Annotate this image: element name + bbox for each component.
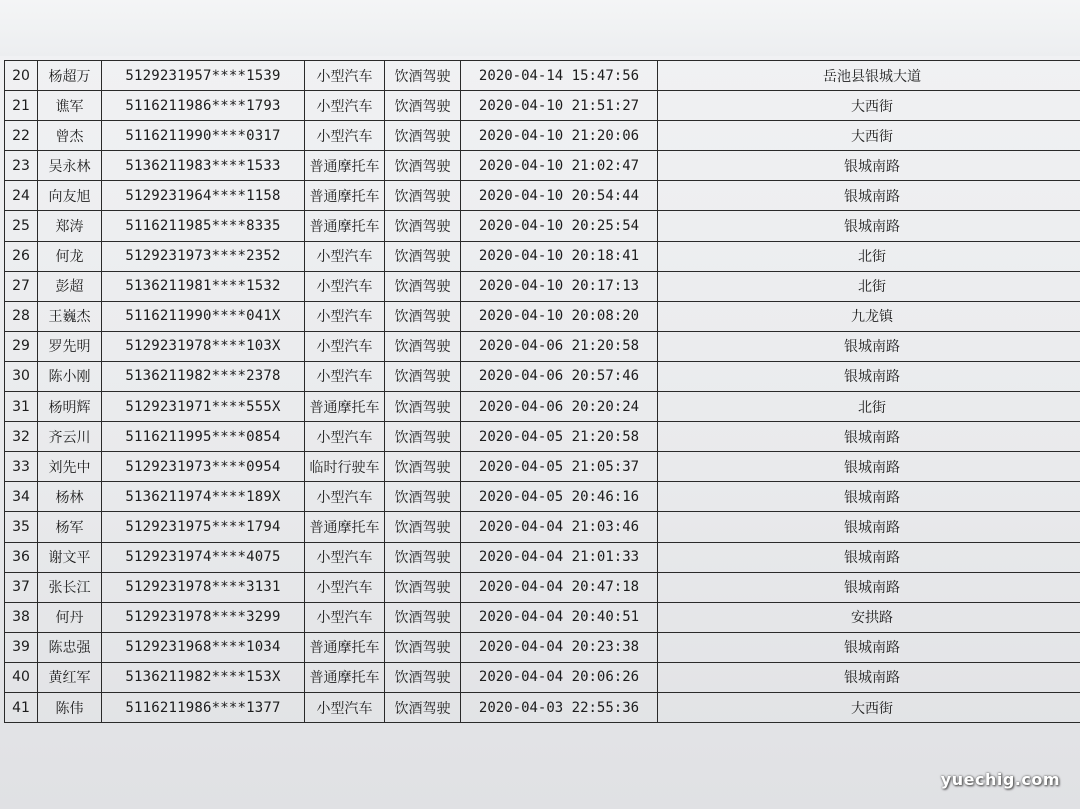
time-cell: 2020-04-04 20:47:18 [461,572,658,602]
time-cell: 2020-04-10 21:51:27 [461,91,658,121]
name-cell: 陈伟 [38,692,102,722]
location-cell: 银城南路 [658,572,1080,602]
table-row [5,422,1080,452]
name-cell: 谯军 [38,91,102,121]
row-number-cell: 31 [5,392,38,422]
vehicle-type-cell: 小型汽车 [305,572,385,602]
vehicle-type-cell: 普通摩托车 [305,151,385,181]
location-cell: 北街 [658,271,1080,301]
id-number-cell: 5129231973****0954 [102,452,305,482]
violation-cell: 饮酒驾驶 [385,361,461,391]
row-number-cell: 21 [5,91,38,121]
table-row [5,211,1080,241]
location-cell: 大西街 [658,121,1080,151]
violation-cell: 饮酒驾驶 [385,422,461,452]
vehicle-type-cell: 小型汽车 [305,301,385,331]
violation-cell: 饮酒驾驶 [385,181,461,211]
vehicle-type-cell: 小型汽车 [305,542,385,572]
row-number-cell: 41 [5,692,38,722]
time-cell: 2020-04-03 22:55:36 [461,692,658,722]
time-cell: 2020-04-04 21:01:33 [461,542,658,572]
name-cell: 罗先明 [38,331,102,361]
name-cell: 张长江 [38,572,102,602]
name-cell: 王巍杰 [38,301,102,331]
row-number-cell: 32 [5,422,38,452]
table-row [5,181,1080,211]
table-row [5,91,1080,121]
name-cell: 吴永林 [38,151,102,181]
location-cell: 银城南路 [658,662,1080,692]
id-number-cell: 5136211982****2378 [102,361,305,391]
row-number-cell: 40 [5,662,38,692]
violation-cell: 饮酒驾驶 [385,542,461,572]
name-cell: 刘先中 [38,452,102,482]
location-cell: 安拱路 [658,602,1080,632]
id-number-cell: 5129231974****4075 [102,542,305,572]
table-row [5,632,1080,662]
table-row [5,271,1080,301]
table-row [5,662,1080,692]
violation-cell: 饮酒驾驶 [385,482,461,512]
location-cell: 银城南路 [658,211,1080,241]
vehicle-type-cell: 普通摩托车 [305,211,385,241]
vehicle-type-cell: 小型汽车 [305,692,385,722]
row-number-cell: 26 [5,241,38,271]
id-number-cell: 5116211990****041X [102,301,305,331]
row-number-cell: 35 [5,512,38,542]
location-cell: 银城南路 [658,512,1080,542]
location-cell: 大西街 [658,91,1080,121]
row-number-cell: 38 [5,602,38,632]
vehicle-type-cell: 普通摩托车 [305,662,385,692]
name-cell: 陈忠强 [38,632,102,662]
row-number-cell: 33 [5,452,38,482]
time-cell: 2020-04-04 20:06:26 [461,662,658,692]
table-row [5,512,1080,542]
name-cell: 曾杰 [38,121,102,151]
vehicle-type-cell: 小型汽车 [305,61,385,91]
id-number-cell: 5129231975****1794 [102,512,305,542]
id-number-cell: 5116211990****0317 [102,121,305,151]
time-cell: 2020-04-04 20:40:51 [461,602,658,632]
time-cell: 2020-04-10 20:18:41 [461,241,658,271]
id-number-cell: 5116211986****1377 [102,692,305,722]
location-cell: 银城南路 [658,452,1080,482]
vehicle-type-cell: 普通摩托车 [305,392,385,422]
table-row [5,151,1080,181]
row-number-cell: 22 [5,121,38,151]
time-cell: 2020-04-10 20:54:44 [461,181,658,211]
table-row [5,692,1080,722]
table-row [5,482,1080,512]
row-number-cell: 28 [5,301,38,331]
row-number-cell: 36 [5,542,38,572]
vehicle-type-cell: 普通摩托车 [305,512,385,542]
time-cell: 2020-04-06 21:20:58 [461,331,658,361]
table-row [5,602,1080,632]
vehicle-type-cell: 小型汽车 [305,241,385,271]
name-cell: 齐云川 [38,422,102,452]
name-cell: 杨军 [38,512,102,542]
row-number-cell: 30 [5,361,38,391]
row-number-cell: 39 [5,632,38,662]
vehicle-type-cell: 小型汽车 [305,91,385,121]
violation-cell: 饮酒驾驶 [385,211,461,241]
violation-cell: 饮酒驾驶 [385,662,461,692]
id-number-cell: 5129231971****555X [102,392,305,422]
row-number-cell: 23 [5,151,38,181]
time-cell: 2020-04-10 20:25:54 [461,211,658,241]
row-number-cell: 27 [5,271,38,301]
id-number-cell: 5129231978****3131 [102,572,305,602]
vehicle-type-cell: 小型汽车 [305,602,385,632]
table-row [5,61,1080,91]
location-cell: 北街 [658,392,1080,422]
time-cell: 2020-04-04 21:03:46 [461,512,658,542]
time-cell: 2020-04-06 20:57:46 [461,361,658,391]
row-number-cell: 20 [5,61,38,91]
vehicle-type-cell: 小型汽车 [305,331,385,361]
name-cell: 何龙 [38,241,102,271]
id-number-cell: 5136211983****1533 [102,151,305,181]
time-cell: 2020-04-06 20:20:24 [461,392,658,422]
location-cell: 银城南路 [658,361,1080,391]
vehicle-type-cell: 普通摩托车 [305,632,385,662]
violation-cell: 饮酒驾驶 [385,241,461,271]
name-cell: 谢文平 [38,542,102,572]
id-number-cell: 5136211982****153X [102,662,305,692]
location-cell: 银城南路 [658,181,1080,211]
records-body [5,61,1080,723]
time-cell: 2020-04-05 21:05:37 [461,452,658,482]
time-cell: 2020-04-05 20:46:16 [461,482,658,512]
name-cell: 何丹 [38,602,102,632]
violation-cell: 饮酒驾驶 [385,452,461,482]
location-cell: 银城南路 [658,542,1080,572]
violation-cell: 饮酒驾驶 [385,301,461,331]
vehicle-type-cell: 小型汽车 [305,422,385,452]
violation-cell: 饮酒驾驶 [385,61,461,91]
name-cell: 黄红军 [38,662,102,692]
location-cell: 银城南路 [658,422,1080,452]
table-row [5,572,1080,602]
table-row [5,392,1080,422]
name-cell: 陈小刚 [38,361,102,391]
location-cell: 银城南路 [658,632,1080,662]
name-cell: 杨超万 [38,61,102,91]
name-cell: 郑涛 [38,211,102,241]
table-row [5,542,1080,572]
watermark-text: yuechig.com [940,770,1060,789]
name-cell: 杨林 [38,482,102,512]
violation-cell: 饮酒驾驶 [385,271,461,301]
violation-cell: 饮酒驾驶 [385,572,461,602]
id-number-cell: 5136211974****189X [102,482,305,512]
location-cell: 岳池县银城大道 [658,61,1080,91]
row-number-cell: 29 [5,331,38,361]
id-number-cell: 5116211986****1793 [102,91,305,121]
vehicle-type-cell: 小型汽车 [305,271,385,301]
location-cell: 银城南路 [658,482,1080,512]
violation-cell: 饮酒驾驶 [385,632,461,662]
time-cell: 2020-04-04 20:23:38 [461,632,658,662]
time-cell: 2020-04-10 20:17:13 [461,271,658,301]
location-cell: 大西街 [658,692,1080,722]
vehicle-type-cell: 小型汽车 [305,121,385,151]
violation-cell: 饮酒驾驶 [385,121,461,151]
name-cell: 杨明辉 [38,392,102,422]
time-cell: 2020-04-10 21:20:06 [461,121,658,151]
name-cell: 彭超 [38,271,102,301]
violation-cell: 饮酒驾驶 [385,331,461,361]
vehicle-type-cell: 小型汽车 [305,361,385,391]
time-cell: 2020-04-10 20:08:20 [461,301,658,331]
row-number-cell: 25 [5,211,38,241]
table-row [5,452,1080,482]
row-number-cell: 34 [5,482,38,512]
id-number-cell: 5129231973****2352 [102,241,305,271]
id-number-cell: 5129231978****3299 [102,602,305,632]
table-row [5,241,1080,271]
location-cell: 北街 [658,241,1080,271]
violation-records-table [4,60,1080,723]
id-number-cell: 5136211981****1532 [102,271,305,301]
id-number-cell: 5129231978****103X [102,331,305,361]
location-cell: 银城南路 [658,331,1080,361]
id-number-cell: 5129231957****1539 [102,61,305,91]
time-cell: 2020-04-14 15:47:56 [461,61,658,91]
vehicle-type-cell: 普通摩托车 [305,181,385,211]
id-number-cell: 5129231968****1034 [102,632,305,662]
violation-cell: 饮酒驾驶 [385,602,461,632]
location-cell: 九龙镇 [658,301,1080,331]
table-row [5,301,1080,331]
location-cell: 银城南路 [658,151,1080,181]
id-number-cell: 5116211995****0854 [102,422,305,452]
violation-cell: 饮酒驾驶 [385,692,461,722]
table-row [5,331,1080,361]
time-cell: 2020-04-10 21:02:47 [461,151,658,181]
name-cell: 向友旭 [38,181,102,211]
id-number-cell: 5116211985****8335 [102,211,305,241]
violation-cell: 饮酒驾驶 [385,512,461,542]
violation-cell: 饮酒驾驶 [385,151,461,181]
row-number-cell: 37 [5,572,38,602]
row-number-cell: 24 [5,181,38,211]
id-number-cell: 5129231964****1158 [102,181,305,211]
vehicle-type-cell: 小型汽车 [305,482,385,512]
time-cell: 2020-04-05 21:20:58 [461,422,658,452]
background-top-band [0,0,1080,58]
table-row [5,121,1080,151]
violation-cell: 饮酒驾驶 [385,91,461,121]
violation-cell: 饮酒驾驶 [385,392,461,422]
vehicle-type-cell: 临时行驶车 [305,452,385,482]
table-row [5,361,1080,391]
